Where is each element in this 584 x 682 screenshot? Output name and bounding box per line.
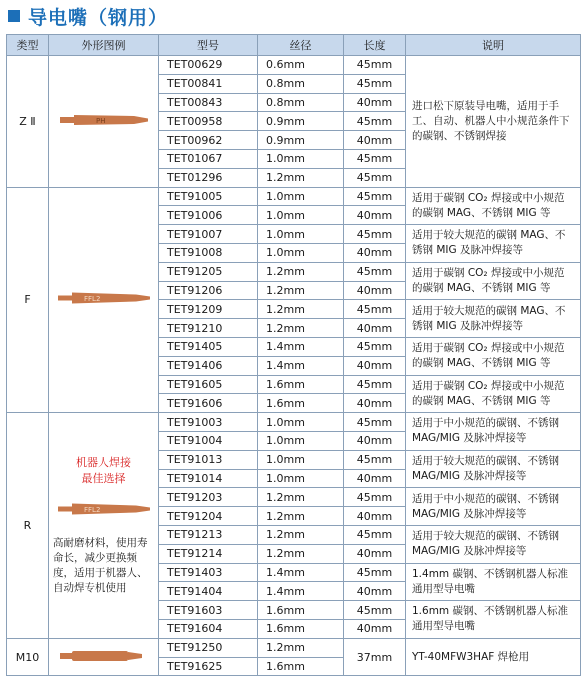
description-cell: 适用于碳钢 CO₂ 焊接或中小规范的碳钢 MAG、不锈钢 MIG 等	[406, 262, 581, 300]
length-cell: 45mm	[344, 450, 406, 469]
model-cell: TET91209	[159, 300, 258, 319]
tip-image-cell	[49, 187, 159, 413]
title-text: 导电嘴（钢用）	[28, 6, 169, 29]
wire-cell: 1.2mm	[258, 507, 344, 526]
type-cell: Z Ⅱ	[7, 56, 49, 188]
wire-cell: 1.2mm	[258, 488, 344, 507]
wire-cell: 1.2mm	[258, 281, 344, 300]
svg-text:FFL2: FFL2	[83, 505, 100, 514]
model-cell: TET91250	[159, 638, 258, 657]
description-cell: YT-40MFW3HAF 焊枪用	[406, 638, 581, 676]
wire-cell: 1.6mm	[258, 657, 344, 676]
model-cell: TET91604	[159, 619, 258, 638]
header-length: 长度	[344, 35, 406, 56]
model-cell: TET91005	[159, 187, 258, 206]
length-cell: 45mm	[344, 112, 406, 131]
wire-cell: 1.2mm	[258, 544, 344, 563]
description-cell: 适用于较大规范的碳钢 MAG、不锈钢 MIG 及脉冲焊接等	[406, 300, 581, 338]
model-cell: TET91203	[159, 488, 258, 507]
wire-cell: 1.6mm	[258, 619, 344, 638]
description-cell: 适用于碳钢 CO₂ 焊接或中小规范的碳钢 MAG、不锈钢 MIG 等	[406, 375, 581, 413]
description-cell: 1.4mm 碳钢、不锈钢机器人标准通用型导电嘴	[406, 563, 581, 601]
description-cell: 适用于较大规范的碳钢、不锈钢 MAG/MIG 及脉冲焊接等	[406, 450, 581, 488]
wire-cell: 1.2mm	[258, 300, 344, 319]
svg-text:PH: PH	[95, 116, 105, 125]
length-cell: 40mm	[344, 243, 406, 262]
model-cell: TET91008	[159, 243, 258, 262]
table-row	[7, 638, 581, 657]
model-cell: TET91605	[159, 375, 258, 394]
wire-cell: 1.0mm	[258, 206, 344, 225]
page-title	[8, 2, 168, 30]
wire-cell: 1.2mm	[258, 168, 344, 187]
table-row	[7, 413, 581, 432]
model-cell: TET00962	[159, 131, 258, 150]
length-cell: 45mm	[344, 525, 406, 544]
title-square-icon	[8, 10, 20, 22]
table-row	[7, 187, 581, 206]
description-cell: 适用于较大规范的碳钢、不锈钢 MAG/MIG 及脉冲焊接等	[406, 525, 581, 563]
length-cell: 45mm	[344, 413, 406, 432]
wire-cell: 1.4mm	[258, 356, 344, 375]
description-cell: 适用于碳钢 CO₂ 焊接或中小规范的碳钢 MAG、不锈钢 MIG 等	[406, 337, 581, 375]
wire-cell: 1.4mm	[258, 563, 344, 582]
model-cell: TET91210	[159, 319, 258, 338]
length-cell: 45mm	[344, 168, 406, 187]
length-cell: 40mm	[344, 131, 406, 150]
model-cell: TET91625	[159, 657, 258, 676]
wire-cell: 1.2mm	[258, 525, 344, 544]
model-cell: TET91007	[159, 225, 258, 244]
wire-cell: 0.8mm	[258, 93, 344, 112]
model-cell: TET91403	[159, 563, 258, 582]
description-cell: 适用于碳钢 CO₂ 焊接或中小规范的碳钢 MAG、不锈钢 MIG 等	[406, 187, 581, 225]
model-cell: TET00843	[159, 93, 258, 112]
model-cell: TET91004	[159, 431, 258, 450]
tip-image-cell	[49, 56, 159, 188]
wire-cell: 1.0mm	[258, 413, 344, 432]
model-cell: TET91206	[159, 281, 258, 300]
model-cell: TET00629	[159, 56, 258, 75]
contact-tip-icon	[56, 290, 152, 306]
length-cell: 45mm	[344, 74, 406, 93]
model-cell: TET91003	[159, 413, 258, 432]
length-cell: 40mm	[344, 394, 406, 413]
wire-cell: 1.4mm	[258, 337, 344, 356]
model-cell: TET91006	[159, 206, 258, 225]
table-row	[7, 56, 581, 75]
description-cell: 适用于中小规范的碳钢、不锈钢 MAG/MIG 及脉冲焊接等	[406, 488, 581, 526]
product-table	[6, 34, 581, 676]
contact-tip-icon	[56, 648, 152, 664]
wire-cell: 1.0mm	[258, 225, 344, 244]
description-cell: 适用于中小规范的碳钢、不锈钢 MAG/MIG 及脉冲焊接等	[406, 413, 581, 451]
svg-text:FFL2: FFL2	[83, 295, 100, 304]
wire-cell: 0.9mm	[258, 112, 344, 131]
model-cell: TET91205	[159, 262, 258, 281]
length-cell: 45mm	[344, 262, 406, 281]
header-model: 型号	[159, 35, 258, 56]
model-cell: TET91213	[159, 525, 258, 544]
contact-tip-icon	[56, 501, 152, 517]
model-cell: TET91214	[159, 544, 258, 563]
wire-cell: 1.6mm	[258, 601, 344, 620]
model-cell: TET00958	[159, 112, 258, 131]
robot-best-choice-label: 机器人焊接 最佳选择	[76, 455, 131, 485]
model-cell: TET91603	[159, 601, 258, 620]
model-cell: TET91606	[159, 394, 258, 413]
length-cell: 40mm	[344, 281, 406, 300]
length-cell: 45mm	[344, 149, 406, 168]
length-cell: 45mm	[344, 337, 406, 356]
header-type: 类型	[7, 35, 49, 56]
model-cell: TET00841	[159, 74, 258, 93]
model-cell: TET91204	[159, 507, 258, 526]
length-cell: 45mm	[344, 375, 406, 394]
length-cell: 40mm	[344, 356, 406, 375]
model-cell: TET91404	[159, 582, 258, 601]
length-cell: 40mm	[344, 93, 406, 112]
length-cell: 40mm	[344, 206, 406, 225]
length-cell: 40mm	[344, 619, 406, 638]
wire-cell: 1.6mm	[258, 394, 344, 413]
contact-tip-icon	[56, 112, 152, 128]
length-cell: 37mm	[344, 638, 406, 676]
type-cell: R	[7, 413, 49, 639]
type-cell: M10	[7, 638, 49, 676]
model-cell: TET91014	[159, 469, 258, 488]
length-cell: 45mm	[344, 225, 406, 244]
model-cell: TET91405	[159, 337, 258, 356]
table-header-row	[7, 35, 581, 56]
wire-cell: 1.0mm	[258, 149, 344, 168]
length-cell: 45mm	[344, 563, 406, 582]
length-cell: 40mm	[344, 582, 406, 601]
wire-cell: 1.2mm	[258, 319, 344, 338]
length-cell: 45mm	[344, 488, 406, 507]
wire-cell: 0.6mm	[258, 56, 344, 75]
length-cell: 40mm	[344, 544, 406, 563]
length-cell: 45mm	[344, 187, 406, 206]
wire-cell: 1.4mm	[258, 582, 344, 601]
tip-image-cell	[49, 413, 159, 639]
length-cell: 40mm	[344, 431, 406, 450]
model-cell: TET01296	[159, 168, 258, 187]
wire-cell: 1.0mm	[258, 187, 344, 206]
length-cell: 40mm	[344, 469, 406, 488]
header-wire: 丝径	[258, 35, 344, 56]
length-cell: 40mm	[344, 319, 406, 338]
length-cell: 40mm	[344, 507, 406, 526]
wire-cell: 1.6mm	[258, 375, 344, 394]
wire-cell: 1.2mm	[258, 262, 344, 281]
wire-cell: 1.0mm	[258, 431, 344, 450]
description-cell: 1.6mm 碳钢、不锈钢机器人标准通用型导电嘴	[406, 601, 581, 639]
length-cell: 45mm	[344, 300, 406, 319]
feature-text: 高耐磨材料，使用寿命长，减少更换频度，适用于机器人、自动焊专机使用	[53, 536, 148, 594]
description-cell: 进口松下原装导电嘴，适用于手工、自动、机器人中小规范条件下的碳钢、不锈钢焊接	[406, 56, 581, 188]
length-cell: 45mm	[344, 56, 406, 75]
wire-cell: 1.0mm	[258, 243, 344, 262]
model-cell: TET91406	[159, 356, 258, 375]
header-desc: 说明	[406, 35, 581, 56]
model-cell: TET01067	[159, 149, 258, 168]
type-cell: F	[7, 187, 49, 413]
wire-cell: 0.8mm	[258, 74, 344, 93]
length-cell: 45mm	[344, 601, 406, 620]
wire-cell: 1.2mm	[258, 638, 344, 657]
wire-cell: 0.9mm	[258, 131, 344, 150]
model-cell: TET91013	[159, 450, 258, 469]
wire-cell: 1.0mm	[258, 450, 344, 469]
tip-image-cell	[49, 638, 159, 676]
wire-cell: 1.0mm	[258, 469, 344, 488]
header-image: 外形图例	[49, 35, 159, 56]
description-cell: 适用于较大规范的碳钢 MAG、不锈钢 MIG 及脉冲焊接等	[406, 225, 581, 263]
